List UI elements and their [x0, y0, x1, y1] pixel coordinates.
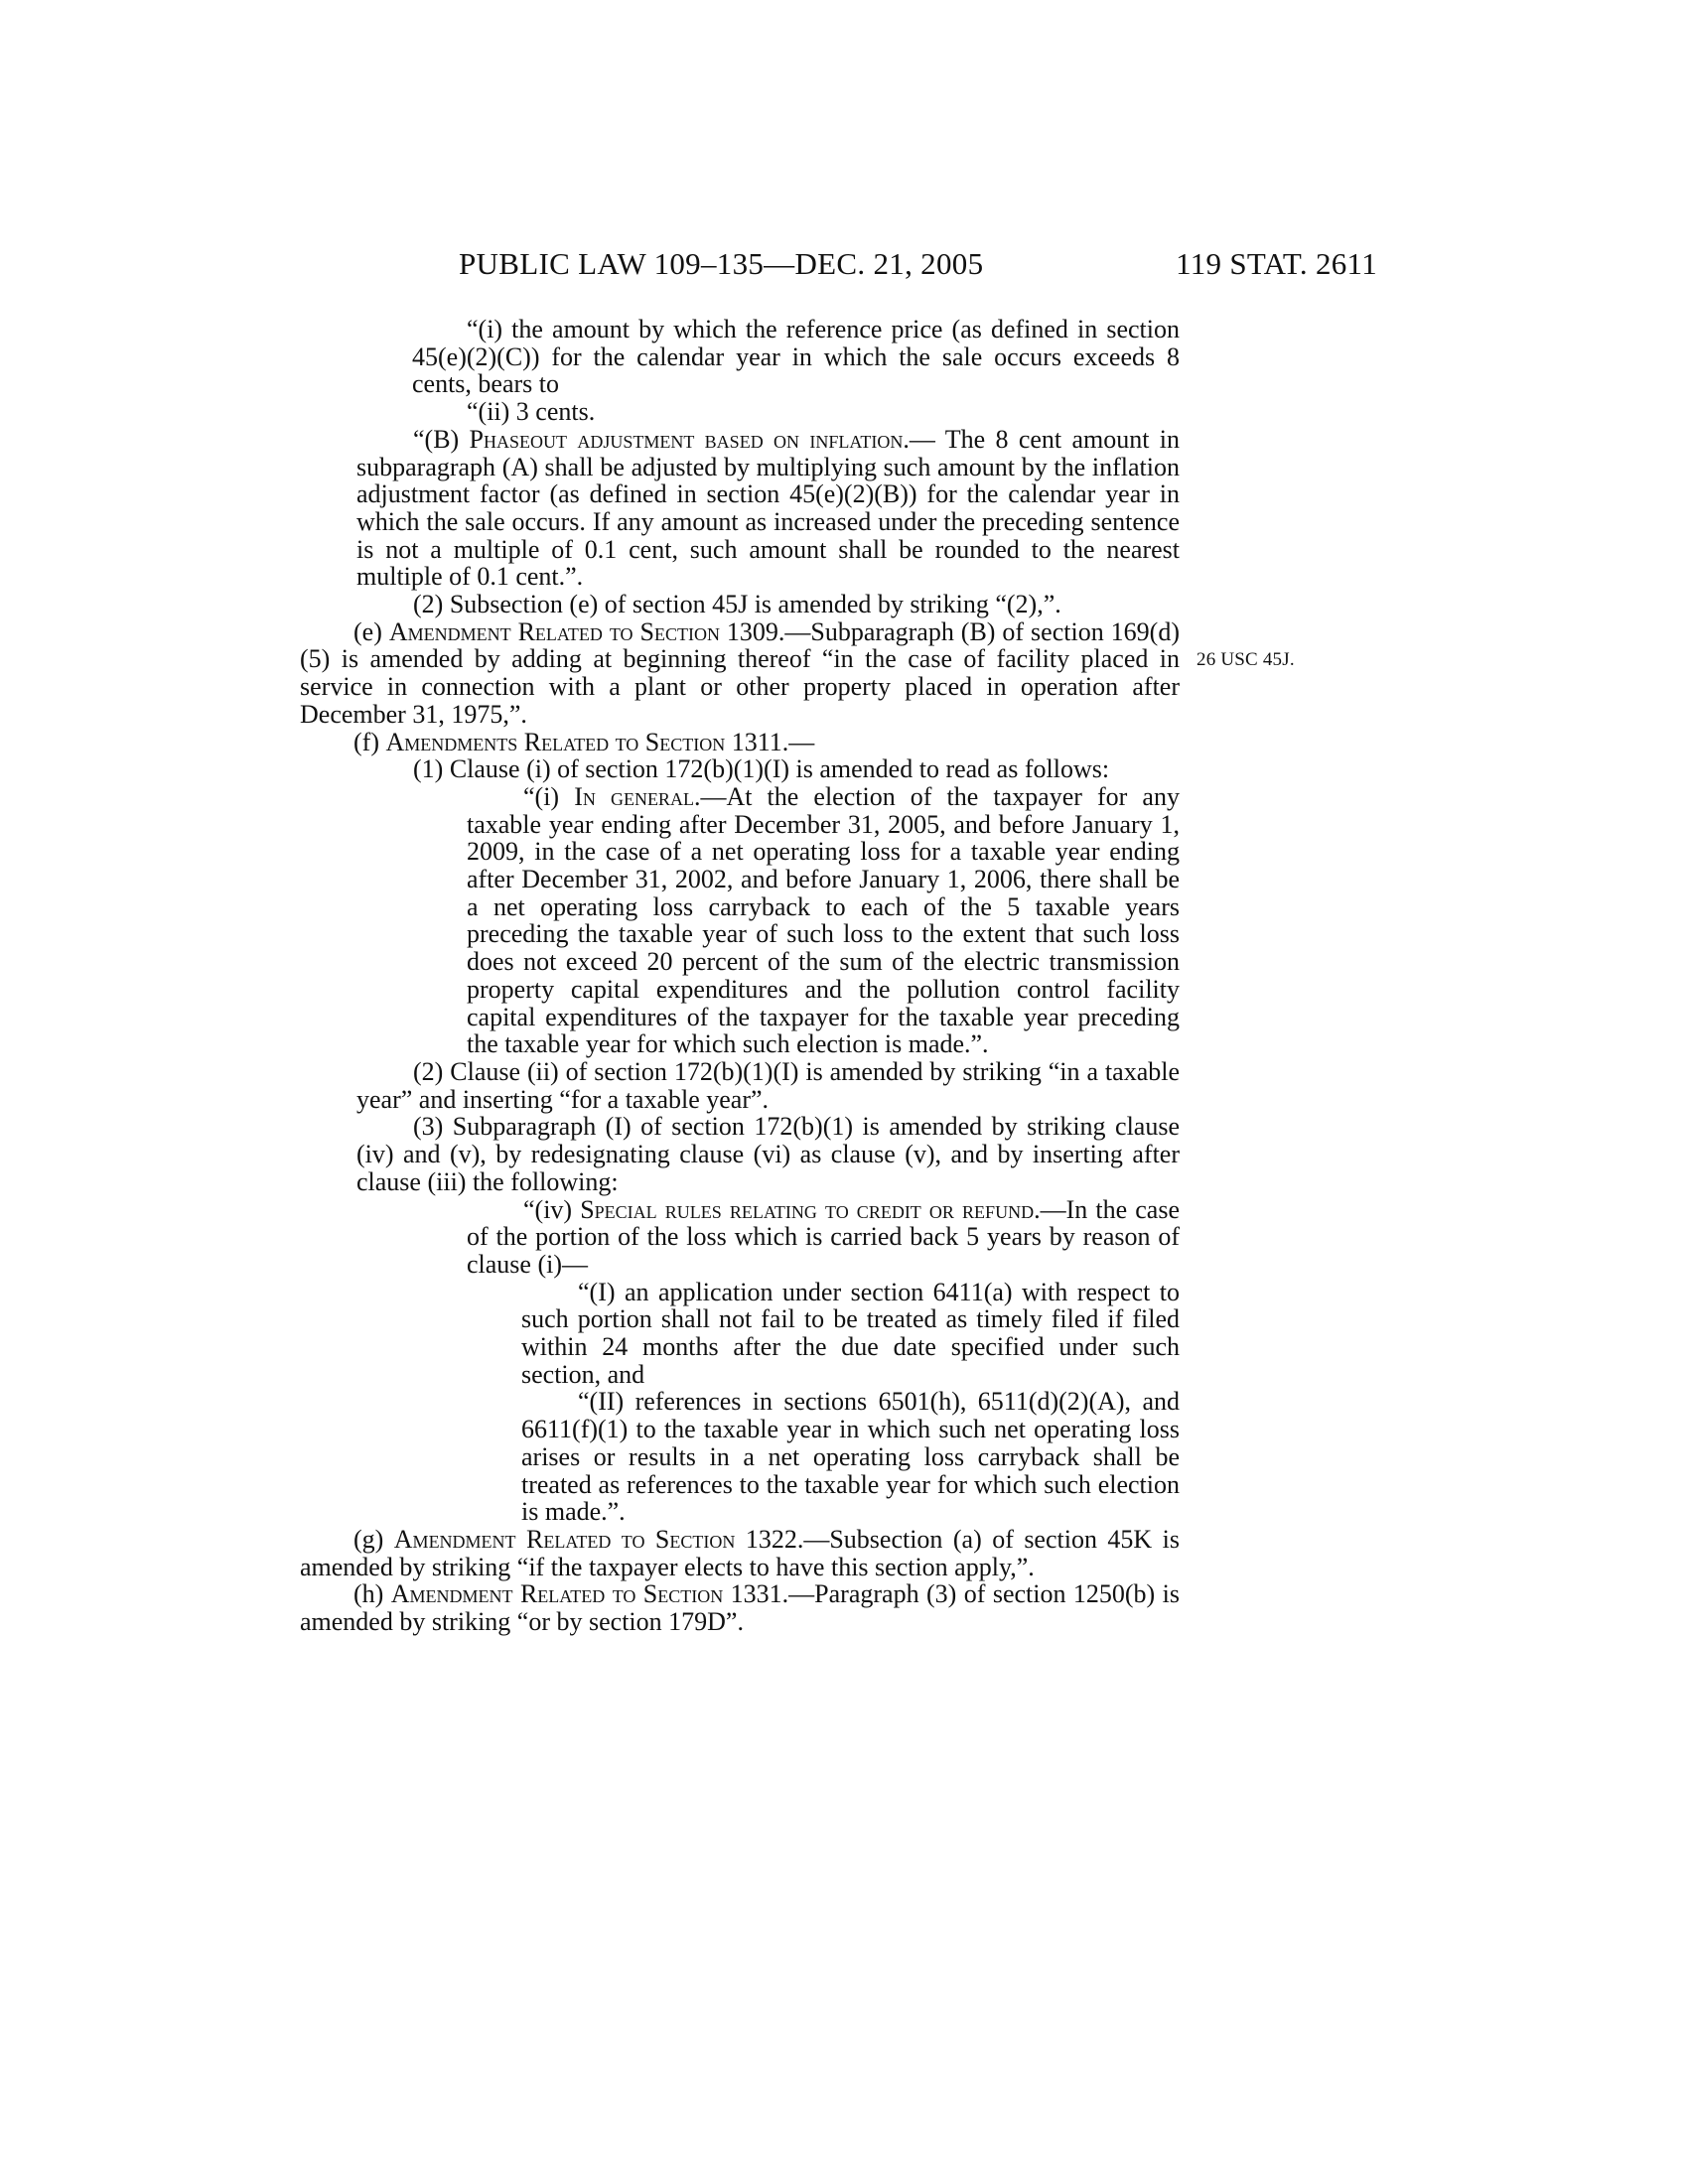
body-text [300, 316, 1180, 1636]
section-e-text: .—Subparagraph (B) of section 169(d)(5) is amended by adding at beginning thereof “in the case of facility placed in service in connection with a plant or other property placed in operation after December 31, 1975,”. [300, 616, 1180, 729]
section-e-amendment-1309 [300, 618, 1180, 729]
paragraph-1-clause-i: (1) Clause (i) of section 172(b)(1)(I) is amended to read as follows: [413, 754, 1110, 784]
section-h-heading: Amendment Related to Section 1331 [390, 1579, 782, 1609]
clause-i-text: .—At the election of the taxpayer for any taxable year ending after December 31, 2005, and before January 1, 2009, in the case of a net operating loss for a taxable year ending after December 31, 2002, and before January 1, 2006, there shall be a net operating loss carryback to each of the 5 taxable years preceding the taxable year of such loss to the extent that such loss does not exceed 20 percent of the sum of the electric transmission property capital expenditures and the pollution control facility capital expenditures of the taxpayer for the taxable year preceding the taxable year for which such election is made.”. [467, 781, 1180, 1059]
subclause-I-application: “(I) an application under section 6411(a) with respect to such portion shall not fail to be treated as timely filed if filed within 24 months after the due date specified under such section, and [521, 1277, 1180, 1389]
section-f-heading: Amendments Related to Section 1311 [385, 727, 782, 756]
section-h-lead: (h) [353, 1579, 391, 1609]
subparagraph-b-phaseout [356, 426, 1180, 591]
section-g-heading: Amendment Related to Section 1322 [393, 1524, 797, 1554]
margin-note: 26 USC 45J. [1196, 649, 1295, 670]
clause-iv-text: .—In the case of the portion of the loss which is carried back 5 years by reason of clause (i)— [467, 1194, 1180, 1279]
subparagraph-b-lead: “(B) [413, 424, 470, 454]
clause-iv-lead: “(iv) [523, 1194, 581, 1224]
section-g-lead: (g) [353, 1524, 394, 1554]
running-header [459, 246, 1377, 286]
section-f-text: .— [781, 727, 815, 756]
paragraph-3-subparagraph-i: (3) Subparagraph (I) of section 172(b)(1) is amended by striking clause (iv) and (v), by redesignating clause (vi) as clause (v), and by inserting after clause (iii) the following: [356, 1112, 1180, 1196]
paragraph-2-clause-ii: (2) Clause (ii) of section 172(b)(1)(I) is amended by striking “in a taxable year” and inserting “for a taxable year”. [356, 1056, 1180, 1114]
clause-i-reference-price: “(i) the amount by which the reference price (as defined in section 45(e)(2)(C)) for the calendar year in which the sale occurs exceeds 8 cents, bears to [412, 315, 1180, 399]
section-e-lead: (e) [353, 616, 389, 646]
clause-iv-special-rules [467, 1196, 1180, 1279]
section-g-text: .—Subsection (a) of section 45K is amended by striking “if the taxpayer elects to have this section apply,”. [300, 1524, 1180, 1581]
section-g-amendment-1322 [300, 1526, 1180, 1580]
header-citation: PUBLIC LAW 109–135—DEC. 21, 2005 [459, 246, 984, 281]
subparagraph-b-heading: Phaseout adjustment based on inflation [469, 424, 904, 454]
header-page-number: 119 STAT. 2611 [1176, 246, 1377, 281]
clause-iv-heading: Special rules relating to credit or refund [580, 1194, 1035, 1224]
section-f-amendments-1311 [300, 729, 1180, 756]
clause-ii-3-cents: “(ii) 3 cents. [467, 397, 596, 427]
section-h-amendment-1331 [300, 1580, 1180, 1635]
clause-i-lead: “(i) [523, 781, 575, 811]
subparagraph-b-text: .— The 8 cent amount in subparagraph (A) shall be adjusted by multiplying such amount by the inflation adjustment factor (as defined in section 45(e)(2)(B)) for the calendar year in which the sale occurs. If any amount as increased under the preceding sentence is not a multiple of 0.1 cent, such amount shall be rounded to the nearest multiple of 0.1 cent.”. [356, 424, 1181, 592]
section-e-heading: Amendment Related to Section 1309 [388, 616, 778, 646]
subclause-II-references: “(II) references in sections 6501(h), 6511(d)(2)(A), and 6611(f)(1) to the taxable year in which such net operating loss arises or results in a net operating loss carryback shall be treated as references to the taxable year for which such election is made.”. [521, 1387, 1180, 1527]
clause-i-heading: In general [574, 781, 694, 811]
section-h-text: .—Paragraph (3) of section 1250(b) is amended by striking “or by section 179D”. [300, 1579, 1180, 1637]
section-f-lead: (f) [353, 727, 386, 756]
clause-i-in-general [467, 783, 1180, 1058]
paragraph-2-subsection-e: (2) Subsection (e) of section 45J is amended by striking “(2),”. [413, 590, 1061, 619]
